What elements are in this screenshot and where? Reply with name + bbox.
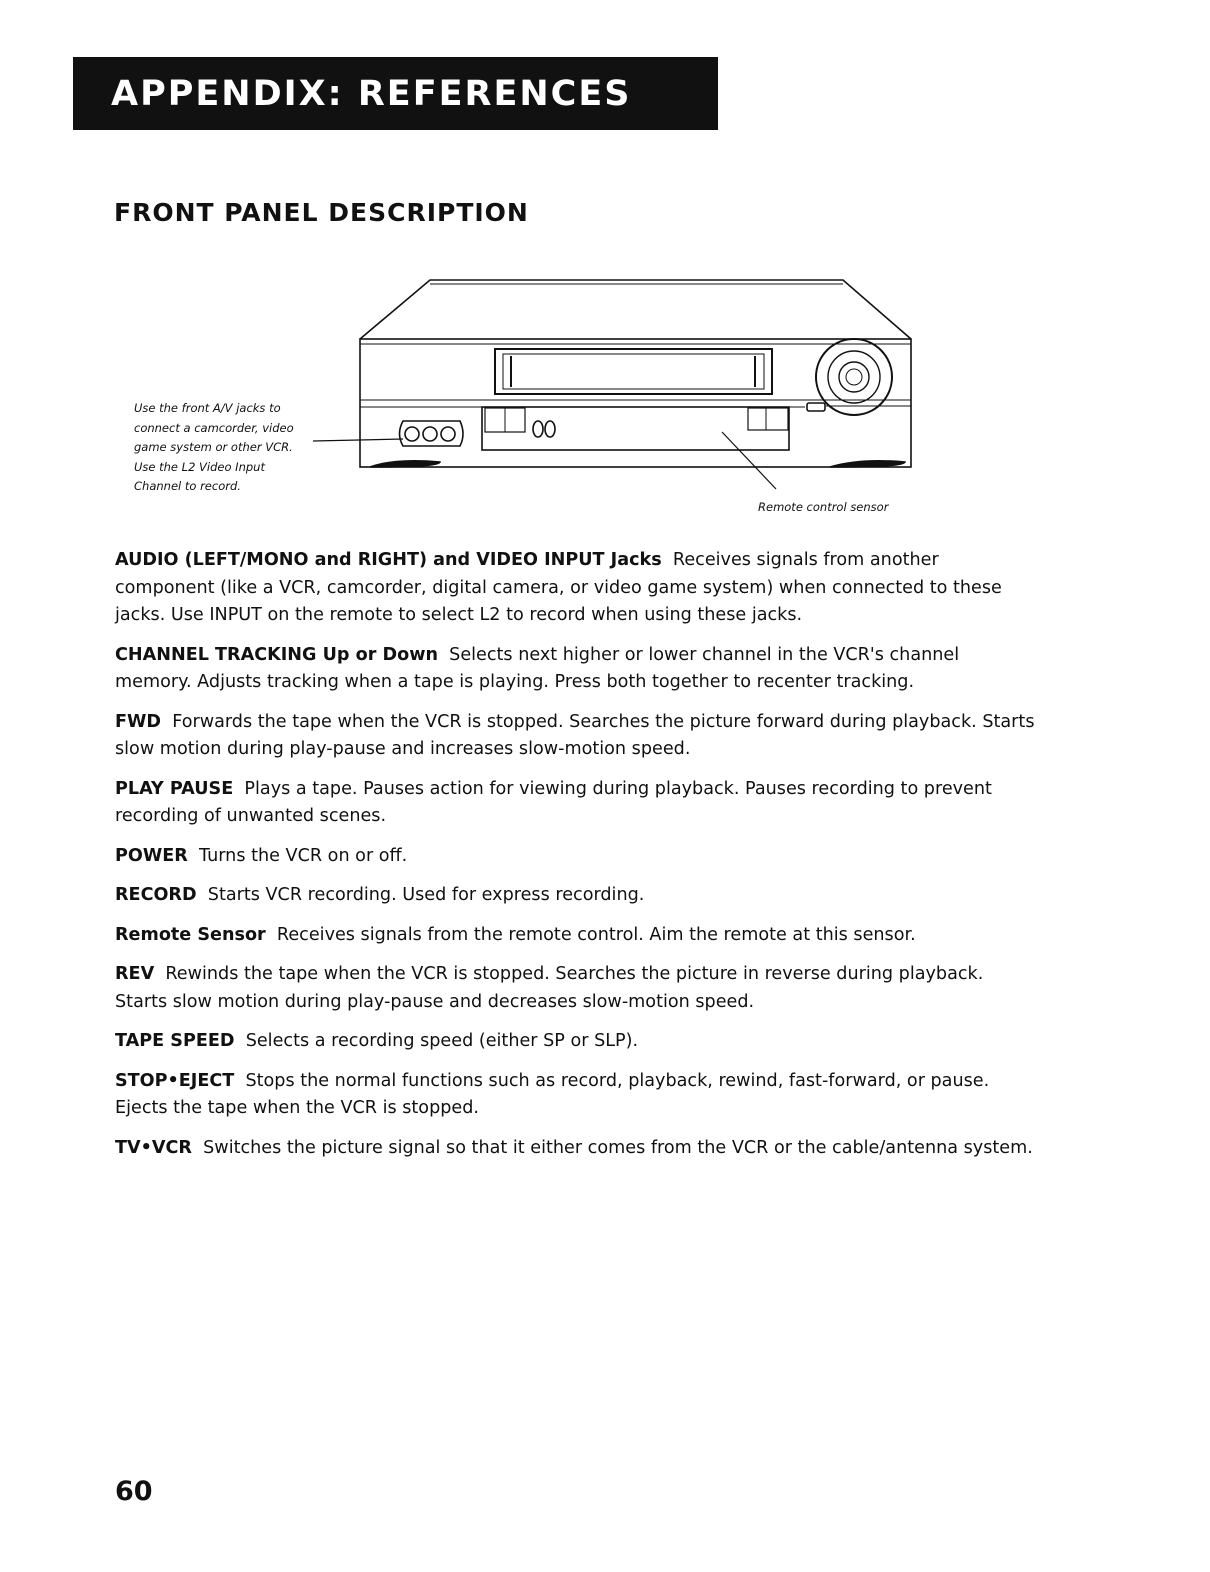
video-jack-icon xyxy=(405,427,419,441)
av-jacks-callout xyxy=(134,399,319,497)
remote-sensor-icon xyxy=(807,403,825,411)
entry-term: AUDIO (LEFT/MONO and RIGHT) and VIDEO INPUT Jacks xyxy=(115,550,662,570)
entry-text: Selects next higher or lower channel in the VCR's channel memory. Adjusts tracking when a tape is playing. Press both together to recenter tracking. xyxy=(115,644,960,692)
entry-text: Starts VCR recording. Used for express recording. xyxy=(207,885,645,905)
entry-record xyxy=(115,882,1035,910)
left-foot xyxy=(370,461,440,467)
entry-rev xyxy=(115,961,1035,1016)
entry-power xyxy=(115,843,1035,871)
entry-text: Receives signals from the remote control. Aim the remote at this sensor. xyxy=(276,924,916,945)
audio-left-jack-icon xyxy=(423,427,437,441)
callout-line: Channel to record. xyxy=(134,479,241,494)
av-jacks-leader-line xyxy=(313,439,403,441)
remote-sensor-leader-line xyxy=(722,432,776,489)
right-foot xyxy=(830,461,905,467)
entry-tape-speed xyxy=(115,1028,1035,1056)
entry-play-pause xyxy=(115,776,1035,831)
entry-text: Turns the VCR on or off. xyxy=(199,845,408,866)
remote-sensor-label: Remote control sensor xyxy=(758,500,889,514)
channel-tracking-down-button xyxy=(545,421,555,437)
callout-line: Use the L2 Video Input xyxy=(134,459,265,474)
av-jacks-panel xyxy=(400,421,464,446)
vcr-front-panel-illustration xyxy=(300,276,925,500)
callout-line: connect a camcorder, video xyxy=(134,420,294,435)
entry-tv-vcr xyxy=(115,1135,1035,1163)
entry-term: RECORD xyxy=(115,885,197,905)
entry-term: FWD xyxy=(115,711,162,732)
callout-line: Use the front A/V jacks to xyxy=(134,401,281,415)
entry-channel-tracking xyxy=(115,642,1035,697)
entry-term: REV xyxy=(115,964,155,984)
entry-text: Selects a recording speed (either SP or SLP). xyxy=(245,1031,639,1051)
entry-text: Stops the normal functions such as record, playback, rewind, fast-forward, or pause. Ejects the tape when the VCR is stopped. xyxy=(115,1070,990,1118)
entry-fwd xyxy=(115,709,1035,764)
channel-tracking-up-button xyxy=(533,421,543,437)
entry-term: CHANNEL TRACKING Up or Down xyxy=(115,644,438,665)
entry-term: STOP•EJECT xyxy=(115,1070,235,1091)
entry-stop-eject xyxy=(115,1068,1035,1123)
entry-text: Switches the picture signal so that it either comes from the VCR or the cable/antenna system. xyxy=(203,1137,1033,1158)
audio-right-jack-icon xyxy=(441,427,455,441)
vcr-body xyxy=(360,339,911,467)
entry-term: PLAY PAUSE xyxy=(115,778,234,799)
entry-audio-video-input-jacks xyxy=(115,547,1035,630)
entry-term: POWER xyxy=(115,845,188,866)
entry-term: TAPE SPEED xyxy=(115,1031,235,1051)
section-title: FRONT PANEL DESCRIPTION xyxy=(114,198,529,227)
feature-descriptions xyxy=(115,547,1035,1174)
entry-text: Plays a tape. Pauses action for viewing during playback. Pauses recording to prevent recording of unwanted scenes. xyxy=(115,778,992,826)
entry-text: Forwards the tape when the VCR is stopped. Searches the picture forward during playback. Starts slow motion during play-pause and increases slow-motion speed. xyxy=(115,711,1035,759)
cassette-slot xyxy=(495,349,772,394)
entry-text: Receives signals from another component (like a VCR, camcorder, digital camera, or video game system) when connected to these jacks. Use INPUT on the remote to select L2 to record when using these jacks. xyxy=(115,550,1002,625)
entry-term: Remote Sensor xyxy=(115,924,266,945)
appendix-banner xyxy=(73,57,718,130)
banner-title: APPENDIX: REFERENCES xyxy=(111,73,632,114)
callout-line: game system or other VCR. xyxy=(134,440,293,455)
entry-term: TV•VCR xyxy=(115,1137,192,1158)
page-number: 60 xyxy=(115,1476,153,1507)
entry-text: Rewinds the tape when the VCR is stopped. Searches the picture in reverse during playback. Starts slow motion during play-pause and decreases slow-motion speed. xyxy=(115,964,984,1012)
lower-door xyxy=(482,407,789,450)
entry-remote-sensor xyxy=(115,922,1035,950)
vcr-top-outline xyxy=(360,280,911,339)
